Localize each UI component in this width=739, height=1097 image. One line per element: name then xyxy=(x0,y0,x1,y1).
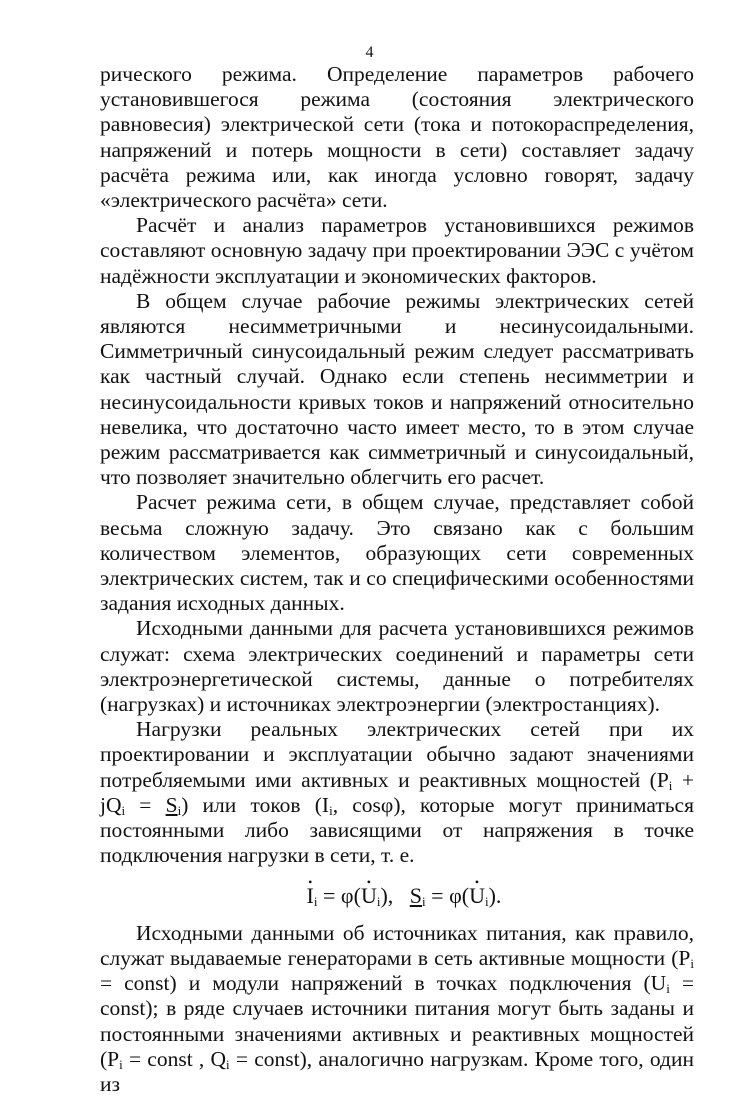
paragraph-continuation: рического режима. Определение параметров рабочего установившегося режима (состояния электрического равновесия) электрической сети (тока и потокораспределения, напряжений и потерь мощности в сети) составляет задачу расчёта режима или, как иногда условно говорят, задачу «электрического расчёта» сети. xyxy=(100,62,694,213)
formula-current-symbol: • I xyxy=(307,883,314,908)
paragraph-loads xyxy=(100,717,694,868)
paragraph-modes: В общем случае рабочие режимы электрических сетей являются несимметричными и несинусоидальными. Симметричный синусоидальный режим следует рассматривать как частный случай. Однако если степень несимметрии и несинусоидальности кривых токов и напряжений относительно невелика, что достаточно часто имеет место, то в этом случае режим рассматривается как симметричный и синусоидальный, что позволяет значительно облегчить его расчет. xyxy=(100,288,694,490)
load-formula xyxy=(100,883,694,908)
formula-subscript: i xyxy=(313,893,318,909)
body-text xyxy=(100,62,694,1097)
subscript-i: i xyxy=(329,802,333,818)
subscript-i: i xyxy=(668,777,673,793)
subscript-i: i xyxy=(666,981,670,997)
sources-text-mid1: = const) и модули напряжений в точках подключения (U xyxy=(100,971,667,996)
formula-close: ). xyxy=(488,882,502,908)
loads-text-mid2: = xyxy=(125,792,166,817)
subscript-i: i xyxy=(121,802,126,818)
complex-power-symbol: S xyxy=(165,792,178,817)
paragraph-complexity: Расчет режима сети, в общем случае, представляет собой весьма сложную задачу. Это связано как с большим количеством элементов, образующих сети современных электрических систем, так и со специфическими особенностями задания исходных данных. xyxy=(100,490,694,616)
formula-eq: = φ( xyxy=(425,882,470,908)
formula-close: ), xyxy=(380,882,394,908)
formula-voltage-symbol: • U xyxy=(469,883,485,908)
loads-text-mid1: + jQ xyxy=(100,767,694,817)
sources-text-mid3: = const , Q xyxy=(122,1046,227,1071)
page-number: 4 xyxy=(365,44,374,61)
paragraph-input-data: Исходными данными для расчета установившихся режимов служат: схема электрических соединений и параметры сети электроэнергетической системы, данные о потребителях (нагрузках) и источниках электроэнергии (электростанциях). xyxy=(100,616,694,717)
formula-power-symbol: S xyxy=(409,882,423,908)
subscript-i: i xyxy=(226,1056,230,1072)
subscript-i: i xyxy=(119,1056,123,1072)
sources-text-mid2: = const); в ряде случаев источники питания могут быть заданы и постоянными значениями активных и реактивных мощностей (P xyxy=(100,971,694,1071)
subscript-i: i xyxy=(690,955,694,971)
loads-text-lead: Нагрузки реальных электрических сетей при их проектировании и эксплуатации обычно задают значениями потребляемыми ими активных и реактивных мощностей (P xyxy=(100,717,694,792)
formula-subscript: i xyxy=(422,893,426,909)
subscript-i: i xyxy=(177,802,182,818)
loads-text-mid4: , cosφ), которые могут приниматься постоянными либо зависящими от напряжения в точке подключения нагрузки в сети, т. е. xyxy=(100,792,694,868)
sources-text-lead: Исходными данными об источниках питания, как правило, служат выдаваемые генераторами в сеть активные мощности (P xyxy=(100,920,694,970)
formula-subscript: i xyxy=(484,893,489,909)
paragraph-analysis: Расчёт и анализ параметров установившихся режимов составляют основную задачу при проектировании ЭЭС с учётом надёжности эксплуатации и экономических факторов. xyxy=(100,213,694,288)
paragraph-sources xyxy=(100,921,694,1097)
formula-eq: = φ( xyxy=(317,882,361,908)
sources-text-mid4: = const), аналогично нагрузкам. Кроме того, один из xyxy=(100,1046,694,1096)
formula-subscript: i xyxy=(376,893,381,909)
loads-text-mid3: ) или токов (I xyxy=(181,792,330,817)
formula-voltage-symbol: • U xyxy=(361,883,377,908)
